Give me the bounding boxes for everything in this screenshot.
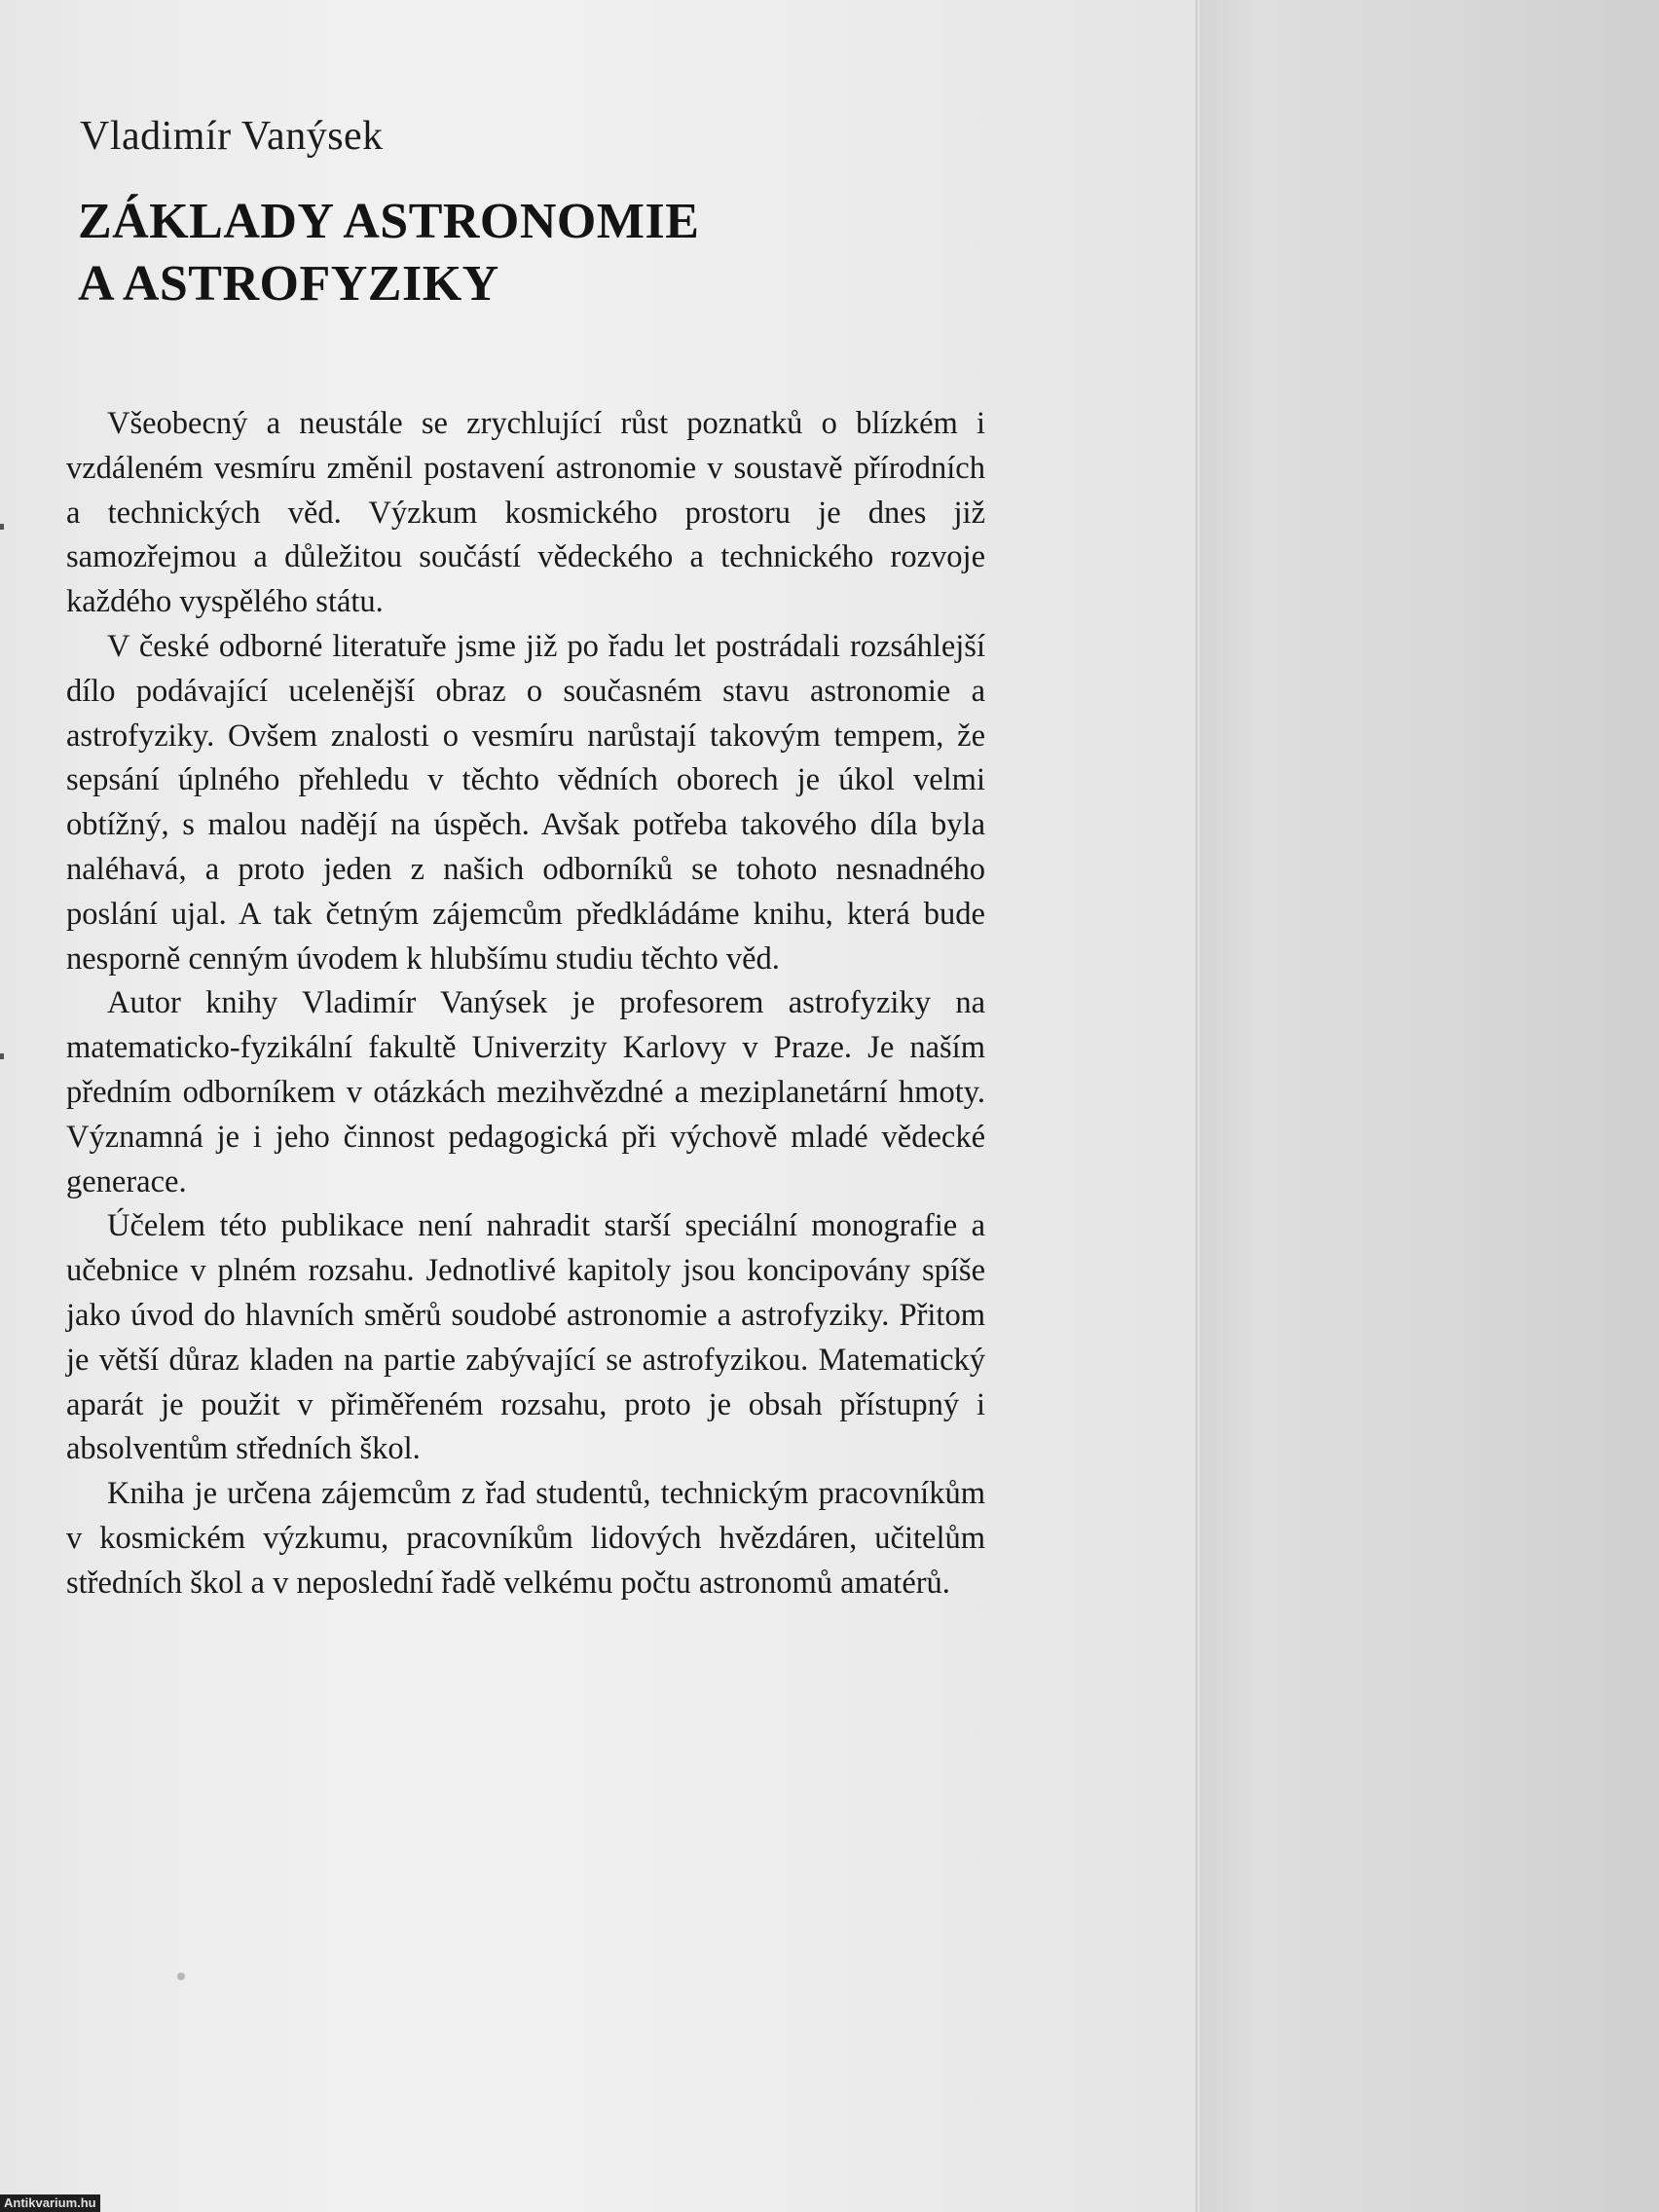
book-page-right xyxy=(1199,0,1659,2212)
paragraph-3: Autor knihy Vladimír Vanýsek je profesorem astrofyziky na matematicko-fyzikální fakultě Univerzity Karlovy v Praze. Je naším předním odborníkem v otázkách mezihvězdné a meziplanetární hmoty. Významná je i jeho činnost pedagogická při výchově mladé vědecké generace. xyxy=(66,985,985,1199)
edge-mark xyxy=(0,524,4,530)
author-name: Vladimír Vanýsek xyxy=(80,114,384,159)
description-text xyxy=(66,402,985,1606)
book-title-line-2: A ASTROFYZIKY xyxy=(78,256,499,312)
source-watermark: Antikvarium.hu xyxy=(0,2194,100,2212)
paper-speck xyxy=(177,1972,185,1980)
paragraph-1: Všeobecný a neustále se zrychlující růst poznatků o blízkém i vzdáleném vesmíru změnil postavení astronomie v soustavě přírodních a technických věd. Výzkum kosmického prostoru je dnes již samozřejmou a důležitou součástí vědeckého a technického rozvoje každého vyspělého státu. xyxy=(66,406,985,620)
book-title-line-1: ZÁKLADY ASTRONOMIE xyxy=(78,194,700,249)
paragraph-4: Účelem této publikace není nahradit starší speciální monografie a učebnice v plném rozsahu. Jednotlivé kapitoly jsou koncipovány spíše jako úvod do hlavních směrů soudobé astronomie a astrofyziky. Přitom je větší důraz kladen na partie zabývající se astrofyzikou. Matematický aparát je použit v přiměřeném rozsahu, proto je obsah přístupný i absolventům středních škol. xyxy=(66,1208,985,1467)
edge-mark xyxy=(0,1053,4,1059)
paragraph-5: Kniha je určena zájemcům z řad studentů, technickým pracovníkům v kosmickém výzkumu, pracovníkům lidových hvězdáren, učitelům středních škol a v neposlední řadě velkému počtu astronomů amatérů. xyxy=(66,1476,985,1601)
book-title xyxy=(78,191,954,315)
paragraph-2: V české odborné literatuře jsme již po řadu let postrádali rozsáhlejší dílo podávající ucelenější obraz o současném stavu astronomie a astrofyziky. Ovšem znalosti o vesmíru narůstají takovým tempem, že sepsání úplného přehledu v těchto vědních oborech je úkol velmi obtížný, s malou nadějí na úspěch. Avšak potřeba takového díla byla naléhavá, a proto jeden z našich odborníků se tohoto nesnadného poslání ujal. A tak četným zájemcům předkládáme knihu, která bude nesporně cenným úvodem k hlubšímu studiu těchto věd. xyxy=(66,628,985,977)
